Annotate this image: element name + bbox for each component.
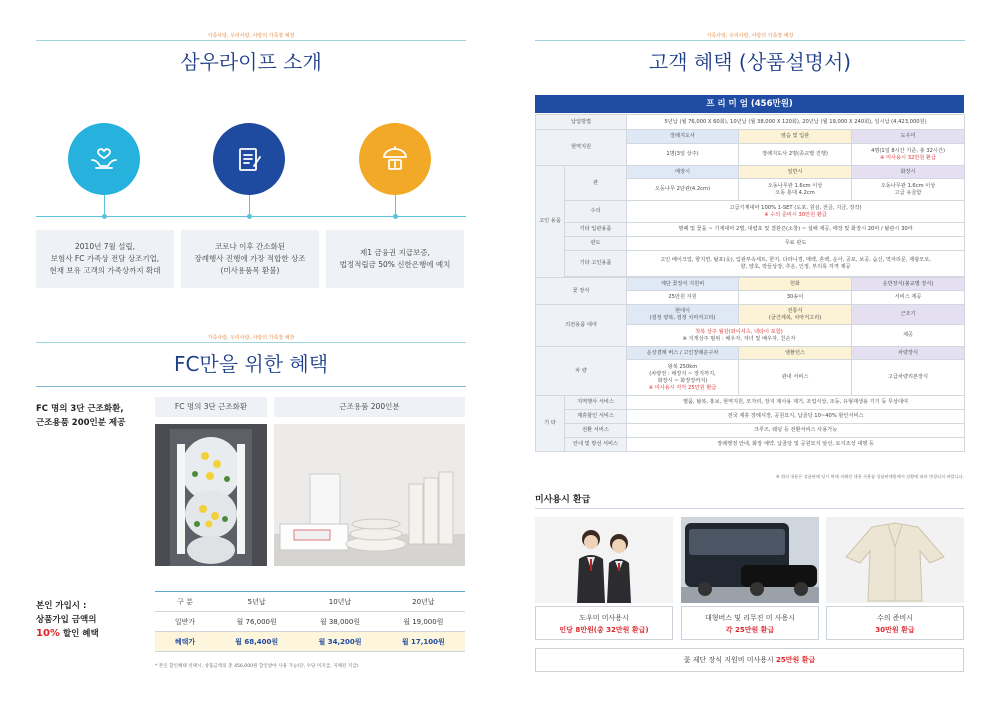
col-head <box>627 305 739 325</box>
refund-card-name: 도우미 미사용시 <box>579 614 629 622</box>
cell-line: 현대식 <box>674 307 691 314</box>
row-group-label: 고인 용품 <box>536 166 565 278</box>
intro-box-line: (미사용품목 환불) <box>220 266 280 275</box>
timeline-connector <box>395 195 396 216</box>
timeline-connector <box>104 195 105 216</box>
discount-footnote: * 본인 할인혜택 선택시, 상품금액의 총 456,000원 할인받아 사용 가능(단, 수당 미지급, 지체된 지급) <box>155 664 359 669</box>
refund-flower-value: 25만원 환급 <box>776 656 816 664</box>
fc-lead <box>36 402 125 430</box>
bus-photo <box>681 517 819 603</box>
intro-box-line: 2010년 7월 설립, <box>75 242 135 251</box>
row-other-1 <box>536 396 965 410</box>
row-coffin-head <box>536 166 965 179</box>
photo1-caption: FC 명의 3단 근조화환 <box>155 397 267 417</box>
discount-cell: 월 68,400원 <box>215 632 298 652</box>
refund-title: 미사용시 환급 <box>535 495 591 505</box>
cell-line: (차량전 : 매장지 ~ 장지까지, <box>649 370 716 377</box>
cell-line: 오동나무관 1.6cm 이상 <box>767 182 823 189</box>
row-label: 안내 및 방선 서비스 <box>565 438 627 452</box>
right-title: 고객 혜택 (상품설명서) <box>648 50 852 74</box>
cell: 장례행정 안내, 화장 예약, 납골당 및 공원묘지 알선, 토지조성 대행 등 <box>627 438 965 452</box>
row-mourn <box>536 237 965 251</box>
refund-card-shroud <box>826 606 964 640</box>
cell: 장례지도사 2명(종교별 진행) <box>739 144 852 166</box>
cell: 25만원 지원 <box>627 291 739 305</box>
discount-cell: 월 76,000원 <box>215 612 298 632</box>
row-shroud <box>536 201 965 223</box>
row-other-goods <box>536 251 965 277</box>
row-label: 전환 서비스 <box>565 424 627 438</box>
row-label: 의전용품 대여 <box>536 305 627 347</box>
cell: 고급차량리본장식 <box>852 360 965 396</box>
cell: 1명(3일 상주) <box>627 144 739 166</box>
cell <box>627 360 739 396</box>
intro-box-2 <box>181 230 319 288</box>
row-label: 기타 고인용품 <box>565 251 627 277</box>
discount-cell: 월 34,200원 <box>298 632 381 652</box>
intro-box-line: 제1 금융권 지급보증, <box>360 248 430 257</box>
discount-lead-line: 본인 가입시 : <box>36 601 87 611</box>
refund-card-flower <box>535 648 964 672</box>
refund-card-name: 대형버스 및 리무진 미 사용시 <box>704 614 796 622</box>
photo2-caption: 근조용품 200인분 <box>274 397 465 417</box>
row-label: 차 량 <box>536 347 627 396</box>
top-rule <box>36 40 466 41</box>
discount-table <box>155 591 465 652</box>
intro-box-1 <box>36 230 174 288</box>
row-value: 5년납 (월 76,000 X 60회), 10년납 (월 38,000 X 120회), 20년납 (월 19,000 X 240회), 일시납 (4,423,000원) <box>627 115 965 130</box>
discount-cell: 월 17,100원 <box>382 632 465 652</box>
refund-card-name: 수의 준비시 <box>876 614 914 622</box>
fc-lead-line: 근조용품 200인분 제공 <box>36 418 126 428</box>
fc-title: FC만을 위한 혜택 <box>173 352 329 376</box>
discount-lead <box>36 599 99 641</box>
cell-line: 4명(1일 8시간 기준, 총 32시간) <box>871 147 945 154</box>
cell: 관내 서비스 <box>739 360 852 396</box>
wreath-photo <box>155 424 267 566</box>
timeline-connector <box>249 195 250 216</box>
row-other-3 <box>536 424 965 438</box>
refund-flower-prefix: 꽃 제단 장식 지원비 미사용시 <box>683 656 777 664</box>
fc-rule <box>36 342 466 343</box>
cell <box>627 251 965 277</box>
row-payment <box>536 115 965 130</box>
discount-row-benefit <box>155 632 465 652</box>
discount-lead-line <box>36 627 99 641</box>
row-other-2 <box>536 410 965 424</box>
col-head: 운반장식(불교별 장식) <box>852 278 965 291</box>
refund-card-value: 30만원 환급 <box>875 626 915 634</box>
col-head: 헌화 <box>739 278 852 291</box>
intro-box-line: 장례행사 진행에 가장 적합한 상조 <box>194 254 306 263</box>
cell-line: ※ 미사용시 각각 25만원 환급 <box>648 384 717 391</box>
supplies-photo <box>274 424 465 566</box>
refund-rule <box>535 508 964 509</box>
col-head: 염습 및 입관 <box>739 130 852 144</box>
row-label: 지역행사 서비스 <box>565 396 627 410</box>
intro-box-3 <box>326 230 464 288</box>
row-label: 수의 <box>565 201 627 223</box>
discount-cell: 일반가 <box>155 612 215 632</box>
discount-lead-line: 상품가입 금액의 <box>36 615 97 625</box>
table-note: ※ 위의 내용은 상품판매 당시 판매 지해진 내용 사용품 상품판매원에서 상황에 따라 변경되지 바랍니다. <box>776 474 964 479</box>
cell-line: 전통식 <box>787 307 803 314</box>
money-umbrella-icon <box>359 123 431 195</box>
row-label: 제휴할인 서비스 <box>565 410 627 424</box>
cell: 별품, 탈복, 홍보, 현역지원, 모자리, 장지 제사용 제기, 조업식상, 조등, 유형재생용 기기 등 무상대여 <box>627 396 965 410</box>
col-head: 장례지도사 <box>627 130 739 144</box>
right-top-rule <box>535 40 965 41</box>
discount-head-cell: 10년납 <box>298 592 381 612</box>
col-head: 일반시 <box>739 166 852 179</box>
cell <box>627 201 965 223</box>
row-staff-head <box>536 130 965 144</box>
cell <box>852 179 965 201</box>
cell <box>627 325 852 347</box>
cell-line: 화장시 ~ 화장장까지) <box>657 377 708 384</box>
intro-box-line: 현재 보유 고객의 가족상까지 확대 <box>49 266 161 275</box>
cell <box>739 179 852 201</box>
cell: 오동나무 2단관(4.2cm) <box>627 179 739 201</box>
row-etc-goods <box>536 223 965 237</box>
cell <box>852 144 965 166</box>
cell-line: ※ 수의 준비시 30만원 환급 <box>764 211 827 218</box>
fc-kicker: 가족사랑, 우리사랑, 사랑의 가족장 예장 <box>207 335 295 341</box>
discount-cell: 혜택가 <box>155 632 215 652</box>
timeline-dot <box>393 214 398 219</box>
fc-lead-line: FC 명의 3단 근조화환, <box>36 404 124 414</box>
intro-title: 삼우라이프 소개 <box>180 50 322 74</box>
col-head <box>739 305 852 325</box>
discount-cell: 월 19,000원 <box>382 612 465 632</box>
cell-line: 고인 베이크업, 향지면, 탈포(웃), 입관부속세트, 한지, 다라니경, 매백, 혼백, 운아, 공포, 보공, 습신, 멱자리문, 제광모로, <box>660 256 931 263</box>
row-label: 현역지원 <box>536 130 627 166</box>
product-header: 프 리 미 엄 (456만원) <box>535 95 964 113</box>
cell-line: ※ 미사용시 32만원 환급 <box>880 154 937 161</box>
hands-heart-icon <box>68 123 140 195</box>
col-head: 운상겸례 버스 / 고인장례운구차 <box>627 347 739 360</box>
col-head: 매장시 <box>627 166 739 179</box>
discount-row-regular <box>155 612 465 632</box>
cell-line: 고급기계대마 100% 1-SET (도포, 원삼, 전금, 지금, 장작) <box>729 204 862 211</box>
cell: 전국 제휴 장례식장, 공원묘지, 납골당 10~40% 할인서비스 <box>627 410 965 424</box>
cell-line: (검정 양복, 검정 치마저고리) <box>649 314 716 321</box>
cell: 제공 <box>852 325 965 347</box>
row-label: 납입방법 <box>536 115 627 130</box>
cell-line: 착복 상주 월감(와이셔츠, 넥타이 포함) <box>695 328 783 335</box>
discount-lead-suffix: 할인 혜택 <box>59 629 99 639</box>
intro-box-line: 보험사 FC 가족상 전담 상조기업, <box>50 254 160 263</box>
cell-line: 오동나무관 1.6cm 이상 <box>880 182 936 189</box>
cell-line: (굴건제복, 치마저고리) <box>768 314 822 321</box>
timeline-dot <box>247 214 252 219</box>
cell-line: 왕복 250km <box>667 363 698 370</box>
discount-cell: 월 38,000원 <box>298 612 381 632</box>
col-head: 제단 꽃장식 지원비 <box>627 278 739 291</box>
timeline-dot <box>102 214 107 219</box>
refund-card-value: 각 25만원 환급 <box>725 626 775 634</box>
cell-line: 향, 양초, 박들상장, 추운, 인정, 부의록 각격 제공 <box>740 263 851 270</box>
fc-table-rule <box>36 386 466 387</box>
cell: 크루즈, 웨딩 등 전환서비스 사용가능 <box>627 424 965 438</box>
col-head: 도우미 <box>852 130 965 144</box>
row-group-label: 기 타 <box>536 396 565 452</box>
cell-line: 오동 통대 4.2cm <box>775 189 815 196</box>
row-clothes-head <box>536 305 965 325</box>
row-label: 관 <box>565 166 627 201</box>
refund-card-bus <box>681 606 819 640</box>
cell: 명패 및 꽃을 ~ 기계대마 2벌, 대렴포 및 결관끈(소창) ~ 설배 재공, 매장 및 화장시 20마 / 탈관시 30마 <box>627 223 965 237</box>
benefit-table <box>535 114 965 452</box>
cell-line: ※ 지게상주 범위 : 배우자, 자녀 및 배우자, 친손자 <box>682 335 796 342</box>
shroud-photo <box>826 517 964 603</box>
cell: 30송이 <box>739 291 852 305</box>
discount-table-head <box>155 592 465 612</box>
intro-box-line: 코로나 이후 간소화된 <box>215 242 285 251</box>
row-other-4 <box>536 438 965 452</box>
col-head: 차량장식 <box>852 347 965 360</box>
intro-box-line: 법정적립금 50% 신한은행에 예치 <box>339 260 451 269</box>
cell: 무료 관도 <box>627 237 965 251</box>
intro-kicker: 가족사랑, 우리사랑, 사랑의 가족장 예장 <box>207 33 295 39</box>
row-label: 기타 입관용품 <box>565 223 627 237</box>
col-head: 앰뷸런스 <box>739 347 852 360</box>
discount-head-cell: 5년납 <box>215 592 298 612</box>
right-kicker: 가족사랑, 우리사랑, 사랑의 가족장 예장 <box>706 33 794 39</box>
discount-head-cell: 구 분 <box>155 592 215 612</box>
col-head: 근조기 <box>852 305 965 325</box>
cell: 서비스 제공 <box>852 291 965 305</box>
discount-percent: 10% <box>36 628 60 639</box>
row-flower-head <box>536 278 965 291</box>
document-pen-icon <box>213 123 285 195</box>
col-head: 화장시 <box>852 166 965 179</box>
row-label: 꽃 장식 <box>536 278 627 305</box>
cell-line: 고급 유골함 <box>894 189 922 196</box>
refund-card-value: 인당 8만원(총 32만원 환급) <box>559 626 649 634</box>
row-car-head <box>536 347 965 360</box>
refund-card-helper <box>535 606 673 640</box>
helper-photo <box>535 517 673 603</box>
row-label: 관도 <box>565 237 627 251</box>
discount-head-cell: 20년납 <box>382 592 465 612</box>
